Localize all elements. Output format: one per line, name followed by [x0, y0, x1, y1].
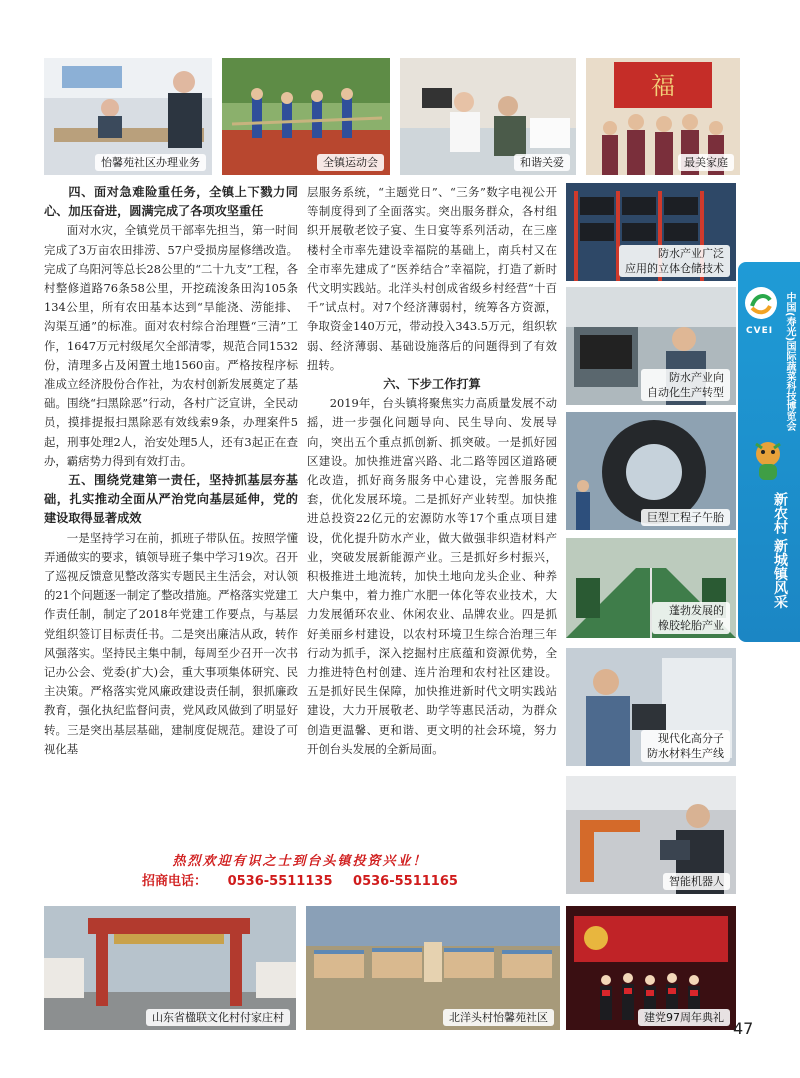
- paragraph: 一是坚持学习在前，抓班子带队伍。按照学懂弄通做实的要求，镇领导班子集中学习19次。召开了巡视反馈意见整改落实专题民主生活会，对认领的21个问题逐一制定了整改措施。严格落实党建工作责任制，制定了2018年党建工作要点，与基层党组织签订目标责任书。二是突出廉洁从政，转作风强落实。坚持民主集中制，每周至少召开一次书记办公会、党委(扩大)会，重大事项集体研究、民主决策。严格落实党风廉政建设责任制，狠抓廉政教育，强化执纪监督问责，党风政风做到了明显好转。三是突出基层基础，建制度促规范。建设了可视化基: [44, 530, 298, 756]
- caption: 防水产业向 自动化生产转型: [641, 369, 730, 401]
- expo-logo-text: CVEI: [746, 326, 774, 336]
- photo-party-anniversary: [566, 906, 736, 1030]
- paragraph: 2019年，台头镇将聚焦实力高质量发展不动摇，进一步强化问题导向、民生导向、发展导向，突出五个重点抓创新、抓突破。一是抓好园区建设。加快推进富兴路、北二路等园区道路硬化改造，抓好商务服务中心建设，完善服务配套，优化发展环境。二是抓好产业转型。加快推进总投资22亿元的宏源防水等17个重点项目建设，优化提升防水产业，做大做强非织造材料产业，突破发展新能源产业。三是抓好乡村振兴，积极推进土地流转，加快土地向龙头企业、种养大户集中，着力推广水肥一体化等农业技术，大力发展循环农业、休闲农业、品牌农业。四是抓好美丽乡村建设，以农村环境卫生综合治理三年行动为抓手，深入挖掘村庄底蕴和资源优势，全力推进特色村创建、连片治理和农村社区建设。五是抓好民生保障，加快推进新时代文明实践站建设，大力开展敬老、助学等惠民活动，为群众创造更温馨、更和谐、更文明的社会环境，努力开创台头发展的全新局面。: [307, 396, 557, 756]
- photo-fujiazhuang-village: [44, 906, 296, 1030]
- page-number: 47: [733, 1019, 754, 1038]
- section-heading-5: 五、围绕党建第一责任，坚持抓基层夯基础，扎实推动全面从严治党向基层延伸，党的建设取得显著成效: [44, 473, 298, 526]
- expo-sidebar: [738, 262, 800, 642]
- photo-automation: [566, 287, 736, 405]
- photo-robot: [566, 776, 736, 894]
- caption: 和谐关爱: [514, 154, 570, 171]
- paragraph: 层服务系统，“主题党日”、“三务”数字电视公开等制度得到了全面落实。突出服务群众，各村组织开展敬老饺子宴、生日宴等系列活动，在三座楼村全市率先建设幸福院的基础上，南兵村又在全市率先建成了“医养结合”幸福院，打造了新时代文明实践站。北洋头村创成省级乡村经营“十百千”试点村。对7个经济薄弱村，统筹各方资源，争取资金140万元，带动投入343.5万元，组织软弱、经济薄弱、基础设施落后的问题得到了有效扭转。: [307, 185, 557, 372]
- photo-giant-tire: [566, 412, 736, 530]
- photo-polymer-line: [566, 648, 736, 766]
- caption: 巨型工程子午胎: [641, 509, 730, 526]
- expo-logo-icon: [744, 286, 778, 320]
- caption: 北洋头村怡馨苑社区: [443, 1009, 554, 1026]
- caption: 智能机器人: [663, 873, 730, 890]
- banner-slogan: 热烈欢迎有识之士到台头镇投资兴业！: [172, 854, 428, 869]
- caption: 蓬勃发展的 橡胶轮胎产业: [652, 602, 730, 634]
- phone-label: 招商电话：: [142, 874, 208, 889]
- photo-harmony-care: [400, 58, 576, 175]
- photo-rubber-tire-industry: [566, 538, 736, 638]
- section-heading-4: 四、面对急难险重任务，全镇上下戮力同心、加压奋进，圆满完成了各项攻坚重任: [44, 185, 298, 219]
- photo-best-family: [586, 58, 740, 175]
- photo-service-office: [44, 58, 212, 175]
- section-heading-6: 六、下步工作打算: [383, 377, 481, 392]
- photo-sports-meeting: [222, 58, 390, 175]
- sidebar-slogan: 新农村 新城镇风采: [772, 492, 788, 609]
- text-column-left: [44, 183, 298, 759]
- text-column-right: [307, 183, 557, 759]
- caption: 建党97周年典礼: [638, 1009, 730, 1026]
- caption: 防水产业广泛 应用的立体仓储技术: [619, 245, 730, 277]
- mascot-icon: [748, 438, 788, 482]
- investment-banner: [40, 852, 560, 896]
- caption: 怡馨苑社区办理业务: [95, 154, 206, 171]
- phone-number-2: 0536-5511165: [353, 874, 458, 889]
- caption: 山东省楹联文化村付家庄村: [146, 1009, 290, 1026]
- caption: 全镇运动会: [317, 154, 384, 171]
- caption: 最美家庭: [678, 154, 734, 171]
- paragraph: 面对水灾，全镇党员干部率先担当，第一时间完成了3万亩农田排涝、57户受损房屋修缮改造。完成了乌阳河等总长28公里的“二十九支”工程，各村整修道路76条58公里，开挖疏浚条田沟105条134公里，所有农田基本达到“旱能浇、涝能排、沟渠互通”的标准。面对农村综合治理暨“三清”工作，1647万元村级尾欠全部清零，规范合同1532份，清理多占及闲置土地1560亩。严格按程序标准成立经济股份合作社，为农村创新发展奠定了基础。围绕“扫黑除恶”行动，各村广泛宣讲，全民动员，摸排提报扫黑除恶有效线索9条，办理案件5起，刑事处理2人，治安处理5人，还有3起正在查办，霸痞势力得到有效打击。: [44, 223, 298, 468]
- expo-org-name: 中国(寿光)国际蔬菜科技博览会: [784, 292, 795, 432]
- banner-phones: [40, 872, 560, 892]
- phone-number-1: 0536-5511135: [227, 874, 333, 889]
- svg-text:福: 福: [651, 72, 675, 100]
- caption: 现代化高分子 防水材料生产线: [641, 730, 730, 762]
- photo-warehouse: [566, 183, 736, 281]
- photo-yixinyuan-community: [306, 906, 560, 1030]
